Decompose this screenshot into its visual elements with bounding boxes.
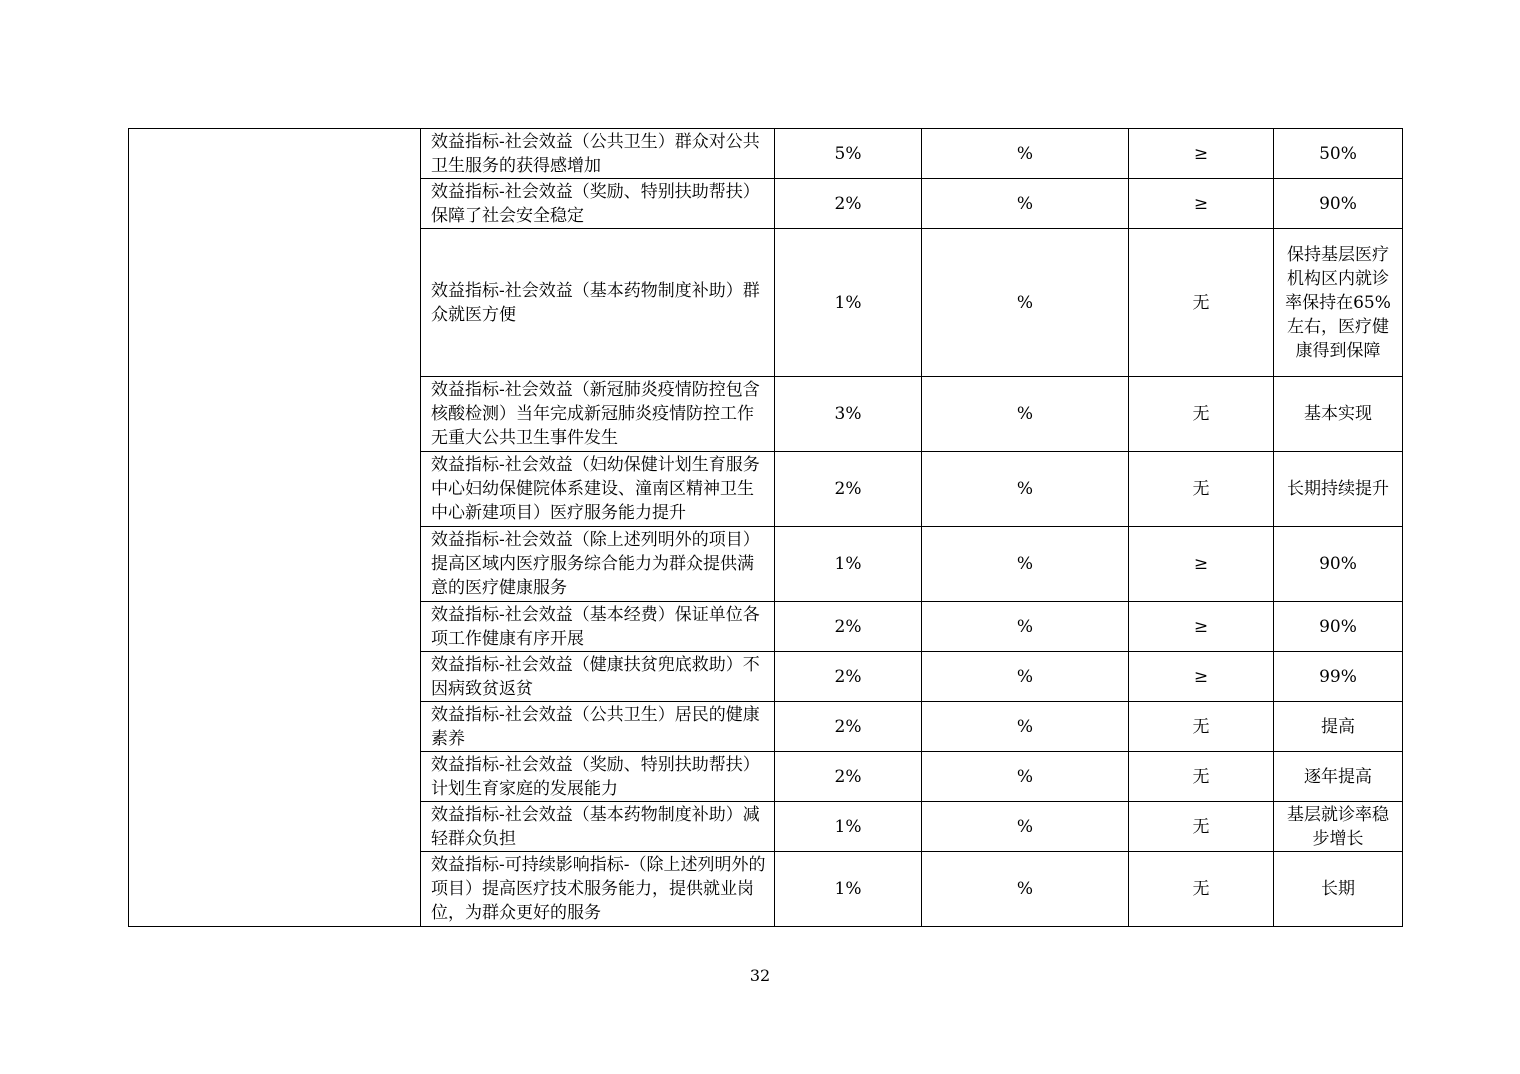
indicator-target: 50% xyxy=(1274,129,1403,179)
indicator-name: 效益指标-社会效益（基本药物制度补助）减轻群众负担 xyxy=(421,802,775,852)
page-number: 32 xyxy=(749,966,771,985)
indicator-table xyxy=(128,128,1403,927)
indicator-name: 效益指标-社会效益（公共卫生）群众对公共卫生服务的获得感增加 xyxy=(421,129,775,179)
indicator-target: 99% xyxy=(1274,652,1403,702)
indicator-weight: 2% xyxy=(775,752,922,802)
indicator-name: 效益指标-社会效益（奖励、特别扶助帮扶）计划生育家庭的发展能力 xyxy=(421,752,775,802)
indicator-weight: 1% xyxy=(775,527,922,602)
indicator-unit: % xyxy=(922,452,1129,527)
indicator-name: 效益指标-社会效益（基本药物制度补助）群众就医方便 xyxy=(421,229,775,377)
indicator-unit: % xyxy=(922,852,1129,927)
indicator-unit: % xyxy=(922,129,1129,179)
indicator-target: 基层就诊率稳步增长 xyxy=(1274,802,1403,852)
indicator-unit: % xyxy=(922,702,1129,752)
indicator-unit: % xyxy=(922,652,1129,702)
indicator-target: 保持基层医疗机构区内就诊率保持在65%左右，医疗健康得到保障 xyxy=(1274,229,1403,377)
indicator-name: 效益指标-社会效益（奖励、特别扶助帮扶）保障了社会安全稳定 xyxy=(421,179,775,229)
indicator-target: 基本实现 xyxy=(1274,377,1403,452)
indicator-target: 90% xyxy=(1274,527,1403,602)
category-cell-blank xyxy=(129,129,421,927)
indicator-weight: 1% xyxy=(775,802,922,852)
indicator-weight: 1% xyxy=(775,229,922,377)
indicator-name: 效益指标-社会效益（新冠肺炎疫情防控包含核酸检测）当年完成新冠肺炎疫情防控工作无重大公共卫生事件发生 xyxy=(421,377,775,452)
indicator-target: 90% xyxy=(1274,602,1403,652)
indicator-weight: 2% xyxy=(775,652,922,702)
indicator-operator: 无 xyxy=(1129,452,1274,527)
indicator-weight: 2% xyxy=(775,702,922,752)
indicator-target: 逐年提高 xyxy=(1274,752,1403,802)
indicator-name: 效益指标-社会效益（除上述列明外的项目）提高区域内医疗服务综合能力为群众提供满意的医疗健康服务 xyxy=(421,527,775,602)
indicator-operator: ≥ xyxy=(1129,602,1274,652)
indicator-unit: % xyxy=(922,377,1129,452)
indicator-operator: 无 xyxy=(1129,752,1274,802)
indicator-weight: 2% xyxy=(775,179,922,229)
indicator-name: 效益指标-社会效益（健康扶贫兜底救助）不因病致贫返贫 xyxy=(421,652,775,702)
indicator-unit: % xyxy=(922,179,1129,229)
indicator-name: 效益指标-社会效益（基本经费）保证单位各项工作健康有序开展 xyxy=(421,602,775,652)
indicator-operator: 无 xyxy=(1129,229,1274,377)
indicator-operator: 无 xyxy=(1129,852,1274,927)
indicator-weight: 1% xyxy=(775,852,922,927)
indicator-weight: 2% xyxy=(775,602,922,652)
indicator-operator: 无 xyxy=(1129,377,1274,452)
indicator-operator: ≥ xyxy=(1129,129,1274,179)
indicator-operator: 无 xyxy=(1129,702,1274,752)
indicator-operator: ≥ xyxy=(1129,527,1274,602)
indicator-unit: % xyxy=(922,229,1129,377)
table-row xyxy=(129,129,1403,179)
indicator-target: 90% xyxy=(1274,179,1403,229)
indicator-unit: % xyxy=(922,602,1129,652)
indicator-operator: 无 xyxy=(1129,802,1274,852)
indicator-target: 提高 xyxy=(1274,702,1403,752)
indicator-name: 效益指标-社会效益（妇幼保健计划生育服务中心妇幼保健院体系建设、潼南区精神卫生中心新建项目）医疗服务能力提升 xyxy=(421,452,775,527)
indicator-unit: % xyxy=(922,752,1129,802)
indicator-unit: % xyxy=(922,802,1129,852)
indicator-unit: % xyxy=(922,527,1129,602)
indicator-target: 长期持续提升 xyxy=(1274,452,1403,527)
indicator-name: 效益指标-可持续影响指标-（除上述列明外的项目）提高医疗技术服务能力，提供就业岗位，为群众更好的服务 xyxy=(421,852,775,927)
indicator-weight: 3% xyxy=(775,377,922,452)
indicator-operator: ≥ xyxy=(1129,652,1274,702)
indicator-operator: ≥ xyxy=(1129,179,1274,229)
indicator-target: 长期 xyxy=(1274,852,1403,927)
indicator-weight: 2% xyxy=(775,452,922,527)
indicator-name: 效益指标-社会效益（公共卫生）居民的健康素养 xyxy=(421,702,775,752)
indicator-weight: 5% xyxy=(775,129,922,179)
